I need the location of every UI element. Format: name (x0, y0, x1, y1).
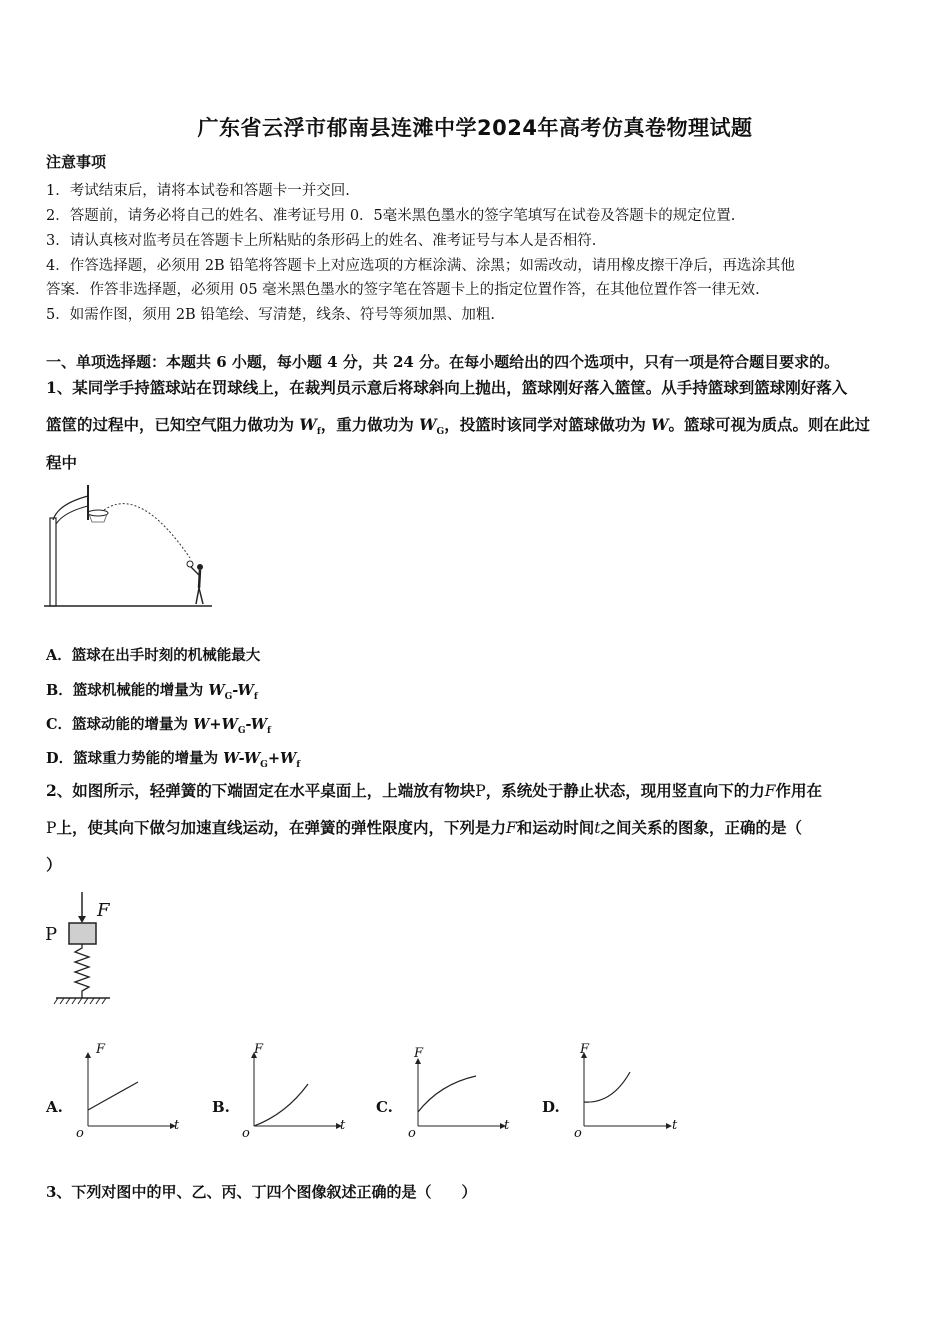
notice-item: 2．答题前，请务必将自己的姓名、准考证号用 0．5毫米黑色墨水的签字笔填写在试卷及答题卡的规定位置. (46, 208, 736, 224)
graph-c-y-axis: F (414, 1046, 424, 1061)
q1-option-b[interactable]: B．篮球机械能的增量为 $W_G-W_f$ (46, 682, 258, 702)
q1-option-d[interactable]: D．篮球重力势能的增量为 $W-W_G+W_f$ (46, 750, 301, 770)
graph-option-d[interactable] (540, 1042, 690, 1142)
q1-line2: 篮筐的过程中，已知空气阻力做功为 $W_f$，重力做功为 $W_G$，投篮时该同学对篮球做功为 W。篮球可视为质点。则在此过 (46, 415, 871, 438)
graph-c-origin: o (408, 1126, 416, 1141)
force-label: F (97, 900, 110, 921)
q1-option-c[interactable]: C．篮球动能的增量为 $W+W_G-W_f$ (46, 716, 271, 736)
graph-b-x-axis: t (340, 1118, 346, 1133)
spring-figure (40, 890, 120, 1010)
graph-c-label: C. (376, 1098, 393, 1116)
graph-a-x-axis: t (174, 1118, 180, 1133)
graph-b-y-axis: F (254, 1042, 264, 1057)
basketball-figure (40, 480, 220, 612)
notice-item: 答案．作答非选择题，必须用 05 毫米黑色墨水的签字笔在答题卡上的指定位置作答，在其他位置作答一律无效. (46, 282, 760, 298)
graph-option-c[interactable] (374, 1042, 524, 1142)
graph-d-origin: o (574, 1126, 582, 1141)
q1-line1: 1、某同学手持篮球站在罚球线上，在裁判员示意后将球斜向上抛出，篮球刚好落入篮筐。从手持篮球到篮球刚好落入 (46, 378, 848, 397)
q2-line2: P上，使其向下做匀加速直线运动，在弹簧的弹性限度内，下列是力F和运动时间t之间关系的图象，正确的是（ (46, 818, 802, 837)
section-heading: 一、单项选择题：本题共 6 小题，每小题 4 分，共 24 分。在每小题给出的四个选项中，只有一项是符合题目要求的。 (46, 353, 840, 371)
graph-b-label: B. (212, 1098, 230, 1116)
q1-line3: 程中 (46, 453, 78, 472)
notice-heading: 注意事项 (46, 153, 107, 171)
graph-b-origin: o (242, 1126, 250, 1141)
graph-d-label: D. (542, 1098, 560, 1116)
q2-line3: ） (46, 855, 62, 874)
q3-line1: 3、下列对图中的甲、乙、丙、丁四个图像叙述正确的是（ ） (46, 1183, 477, 1201)
graph-d-x-axis: t (672, 1118, 678, 1133)
notice-item: 4．作答选择题，必须用 2B 铅笔将答题卡上对应选项的方框涂满、涂黑；如需改动，请用橡皮擦干净后，再选涂其他 (46, 258, 795, 274)
graph-option-b[interactable] (210, 1042, 360, 1142)
graph-a-y-axis: F (96, 1042, 106, 1057)
notice-item: 3．请认真核对监考员在答题卡上所粘贴的条形码上的姓名、准考证号与本人是否相符. (46, 233, 597, 249)
graph-c-x-axis: t (504, 1118, 510, 1133)
block-label: P (45, 924, 58, 945)
graph-b-plot (210, 1042, 360, 1142)
graph-a-label: A. (46, 1098, 63, 1116)
graph-d-plot (540, 1042, 690, 1142)
graph-a-plot (44, 1042, 194, 1142)
notice-item: 5．如需作图，须用 2B 铅笔绘、写清楚，线条、符号等须加黑、加粗. (46, 307, 495, 323)
q2-line1: 2、如图所示，轻弹簧的下端固定在水平桌面上，上端放有物块P，系统处于静止状态，现用竖直向下的力F作用在 (46, 781, 823, 800)
q1-option-a[interactable]: A．篮球在出手时刻的机械能最大 (46, 647, 261, 664)
notice-item: 1．考试结束后，请将本试卷和答题卡一并交回. (46, 183, 350, 199)
graph-a-origin: o (76, 1126, 84, 1141)
page-title: 广东省云浮市郁南县连滩中学2024年高考仿真卷物理试题 (197, 116, 753, 140)
graph-d-y-axis: F (580, 1042, 590, 1057)
graph-c-plot (374, 1042, 524, 1142)
graph-option-a[interactable] (44, 1042, 194, 1142)
